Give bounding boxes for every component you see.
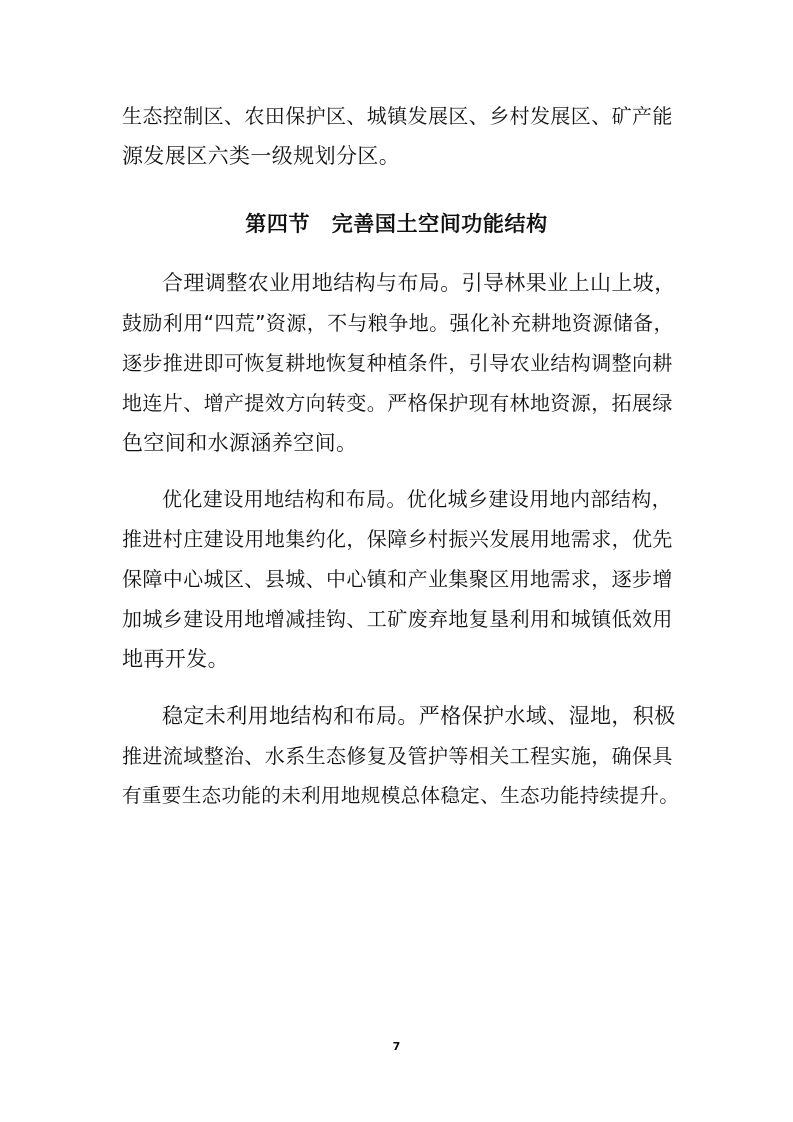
paragraph-line: 地再开发。 <box>122 647 229 671</box>
paragraph-agricultural-land <box>122 263 682 463</box>
paragraph-line: 色空间和水源涵养空间。 <box>122 431 358 455</box>
intro-paragraph <box>122 96 682 176</box>
paragraph-line: 逐步推进即可恢复耕地恢复种植条件，引导农业结构调整向耕 <box>122 351 673 375</box>
paragraph-line: 保障中心城区、县城、中心镇和产业集聚区用地需求，逐步增 <box>122 567 673 591</box>
section-heading: 第四节 完善国土空间功能结构 <box>245 212 548 236</box>
paragraph-line: 推进流域整治、水系生态修复及管护等相关工程实施，确保具 <box>122 744 673 768</box>
paragraph-line: 有重要生态功能的未利用地规模总体稳定、生态功能持续提升。 <box>122 784 680 807</box>
paragraph-line: 地连片、增产提效方向转变。严格保护现有林地资源，拓展绿 <box>122 391 673 415</box>
paragraph-line: 推进村庄建设用地集约化，保障乡村振兴发展用地需求，优先 <box>122 527 673 551</box>
paragraph-construction-land <box>122 479 682 679</box>
paragraph-line: 源发展区六类一级规划分区。 <box>122 144 401 168</box>
paragraph-line: 合理调整农业用地结构与布局。引导林果业上山上坡， <box>162 271 676 295</box>
paragraph-line: 稳定未利用地结构和布局。严格保护水域、湿地，积极 <box>162 704 676 728</box>
paragraph-line: 优化建设用地结构和布局。优化城乡建设用地内部结构， <box>162 487 672 511</box>
paragraph-unused-land <box>122 696 682 816</box>
paragraph-line: 鼓励利用“四荒”资源，不与粮争地。强化补充耕地资源储备， <box>122 311 674 335</box>
page-number: 7 <box>392 1040 401 1053</box>
paragraph-line: 加城乡建设用地增减挂钩、工矿废弃地复垦利用和城镇低效用 <box>122 607 673 631</box>
paragraph-line: 生态控制区、农田保护区、城镇发展区、乡村发展区、矿产能 <box>122 104 673 128</box>
